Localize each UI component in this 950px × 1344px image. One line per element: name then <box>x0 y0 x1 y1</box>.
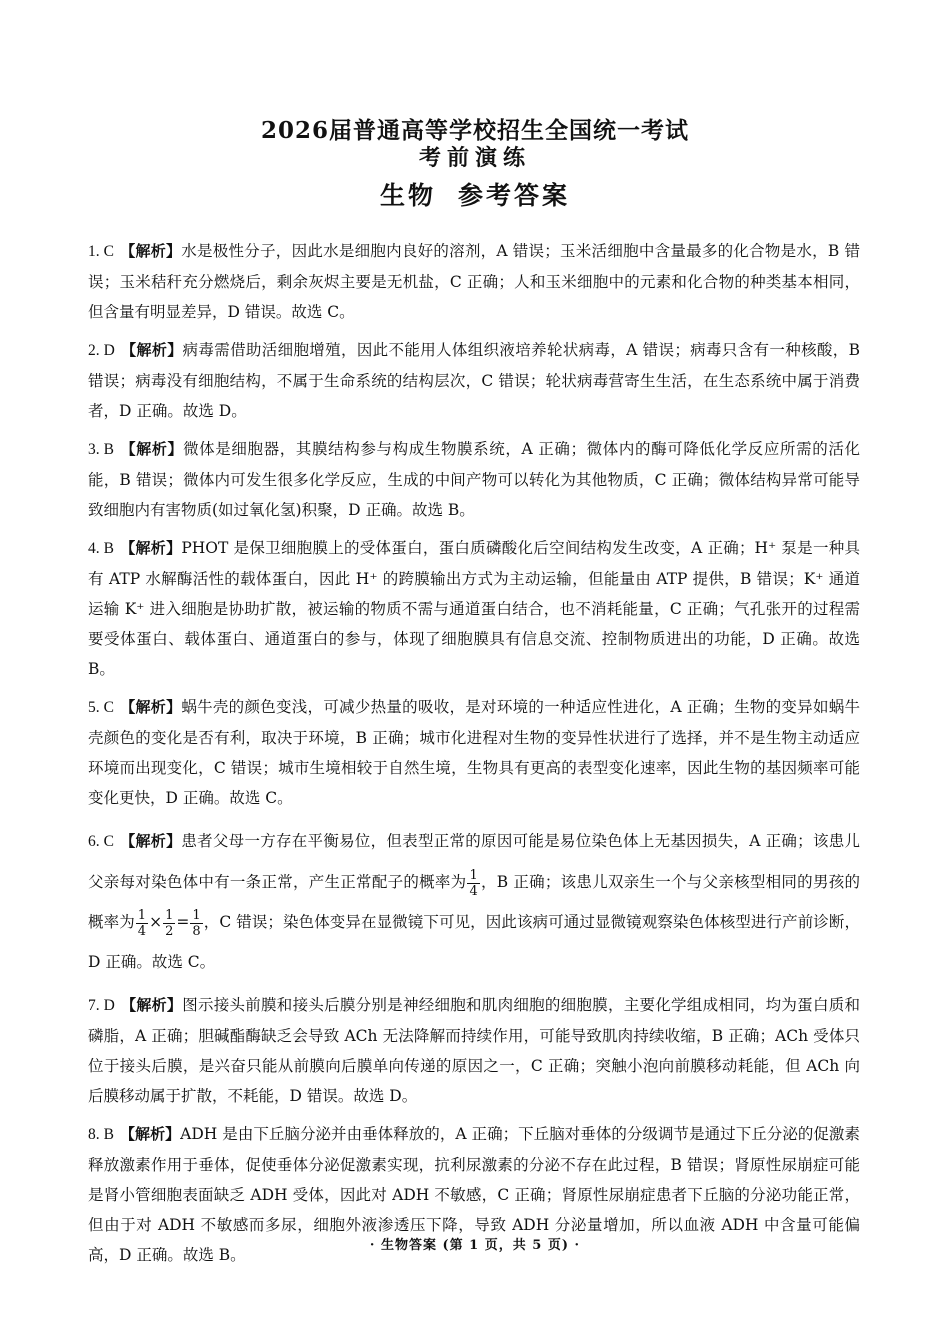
fraction-numerator: 1 <box>137 907 147 923</box>
item-explanation: 微体是细胞器，其膜结构参与构成生物膜系统，A 正确；微体内的酶可降低化学反应所需的活化能，B 错误；微体内可发生很多化学反应，生成的中间产物可以转化为其他物质，C 正确；微体结构异常可能导致细胞内有害物质(如过氧化氢)积聚，D 正确。故选 B。 <box>88 440 860 519</box>
item-number: 3. <box>88 441 100 458</box>
item-explanation: 水是极性分子，因此水是细胞内良好的溶剂，A 错误；玉米活细胞中含量最多的化合物是水，B 错误；玉米秸秆充分燃烧后，剩余灰烬主要是无机盐，C 正确；人和玉米细胞中的元素和化合物的种类基本相同，但含量有明显差异，D 错误。故选 C。 <box>88 242 860 321</box>
item-number: 4. <box>88 540 100 557</box>
fraction-denominator: 2 <box>165 923 174 939</box>
analysis-tag: 【解析】 <box>119 1125 181 1143</box>
answer-item-3 <box>88 434 860 525</box>
fraction-denominator: 4 <box>469 883 478 899</box>
item-number: 8. <box>88 1126 100 1143</box>
item-answer: C <box>103 699 114 716</box>
item-number: 5. <box>88 699 100 716</box>
item-explanation: ADH 是由下丘脑分泌并由垂体释放的，A 正确；下丘脑对垂体的分级调节是通过下丘分泌的促激素释放激素作用于垂体，促使垂体分泌促激素实现，抗利尿激素的分泌不存在此过程，B 错误；肾原性尿崩症可能是肾小管细胞表面缺乏 ADH 受体，因此对 ADH 不敏感，C 正确；肾原性尿崩症患者下丘脑的分泌功能正常，但由于对 ADH 不敏感而多尿，细胞外液渗透压下降，导致 ADH 分泌量增加，所以血液 ADH 中含量可能偏高，D 正确。故选 B。 <box>88 1125 860 1264</box>
analysis-tag: 【解析】 <box>120 341 183 359</box>
item-answer: D <box>103 997 115 1014</box>
item-explanation-part-b: ，B 正确；该患儿双亲生一个与父亲核型相同的男孩的概率为 <box>88 873 860 931</box>
item-answer: C <box>103 833 114 850</box>
item-explanation-part-c: ，C 错误；染色体变异在显微镜下可见，因此该病可通过显微镜观察染色体核型进行产前诊断，D 正确。故选 C。 <box>88 913 860 971</box>
fraction-one-quarter <box>467 868 479 899</box>
exam-subtitle: 考前演练 <box>418 145 531 171</box>
answer-item-7 <box>88 990 860 1111</box>
analysis-tag: 【解析】 <box>119 539 182 557</box>
answer-item-4 <box>88 533 860 684</box>
equals-sign: = <box>176 913 190 931</box>
fraction-one-quarter <box>136 908 148 939</box>
analysis-tag: 【解析】 <box>119 698 182 716</box>
doc-type: 参考答案 <box>458 181 571 210</box>
item-answer: D <box>103 342 115 359</box>
fraction-numerator: 1 <box>192 907 201 923</box>
fraction-one-eighth <box>190 908 202 939</box>
analysis-tag: 【解析】 <box>120 996 183 1014</box>
item-explanation: PHOT 是保卫细胞膜上的受体蛋白，蛋白质磷酸化后空间结构发生改变，A 正确；H⁺ 泵是一种具有 ATP 水解酶活性的载体蛋白，因此 H⁺ 的跨膜输出方式为主动运输，但能量由 ATP 提供，B 错误；K⁺ 通道运输 K⁺ 进入细胞是协助扩散，被运输的物质不需与通道蛋白结合，也不消耗能量，C 正确；气孔张开的过程需要受体蛋白、载体蛋白、通道蛋白的参与，体现了细胞膜具有信息交流、控制物质进出的功能，D 正确。故选 B。 <box>88 539 860 678</box>
fraction-denominator: 8 <box>192 923 201 939</box>
fraction-numerator: 1 <box>469 867 478 883</box>
answer-item-6 <box>88 821 860 982</box>
fraction-denominator: 4 <box>137 923 147 939</box>
item-number: 7. <box>88 997 100 1014</box>
fraction-one-half <box>163 908 175 939</box>
item-number: 6. <box>88 833 100 850</box>
analysis-tag: 【解析】 <box>119 832 182 850</box>
item-explanation-part-a: 患者父母一方存在平衡易位，但表型正常的原因可能是易位染色体上无基因损失，A 正确；该患儿父亲每对染色体中有一条正常，产生正常配子的概率为 <box>88 832 860 891</box>
answer-item-5 <box>88 692 860 813</box>
exam-title: 2026届普通高等学校招生全国统一考试 <box>260 117 689 144</box>
item-explanation: 病毒需借助活细胞增殖，因此不能用人体组织液培养轮状病毒，A 错误；病毒只含有一种核酸，B 错误；病毒没有细胞结构，不属于生命系统的结构层次，C 错误；轮状病毒营寄生生活，在生态系统中属于消费者，D 正确。故选 D。 <box>88 341 860 420</box>
item-answer: C <box>103 243 114 260</box>
item-answer: B <box>103 441 114 458</box>
answer-item-2 <box>88 335 860 426</box>
analysis-tag: 【解析】 <box>119 242 182 260</box>
item-answer: B <box>103 540 114 557</box>
analysis-tag: 【解析】 <box>119 440 184 458</box>
fraction-numerator: 1 <box>165 907 174 923</box>
subject-title <box>0 176 950 212</box>
page-footer: · 生物答案 (第 1 页，共 5 页) · <box>369 1238 581 1253</box>
times-sign: × <box>149 913 163 931</box>
item-explanation: 图示接头前膜和接头后膜分别是神经细胞和肌肉细胞的细胞膜，主要化学组成相同，均为蛋白质和磷脂，A 正确；胆碱酯酶缺乏会导致 ACh 无法降解而持续作用，可能导致肌肉持续收缩，B 正确；ACh 受体只位于接头后膜，是兴奋只能从前膜向后膜单向传递的原因之一，C 正确；突触小泡向前膜移动耗能，但 ACh 向后膜移动属于扩散，不耗能，D 错误。故选 D。 <box>88 996 860 1105</box>
answer-item-1 <box>88 236 860 327</box>
subject-name: 生物 <box>379 181 436 210</box>
item-answer: B <box>103 1126 114 1143</box>
item-number: 2. <box>88 342 100 359</box>
item-number: 1. <box>88 243 100 260</box>
item-explanation: 蜗牛壳的颜色变浅，可减少热量的吸收，是对环境的一种适应性进化，A 正确；生物的变异如蜗牛壳颜色的变化是否有利，取决于环境，B 正确；城市化进程对生物的变异性状进行了选择，并不是生物主动适应环境而出现变化，C 错误；城市生境相较于自然生境，生物具有更高的表型变化速率，因此生物的基因频率可能变化更快，D 正确。故选 C。 <box>88 698 860 807</box>
answer-list <box>88 236 860 1278</box>
